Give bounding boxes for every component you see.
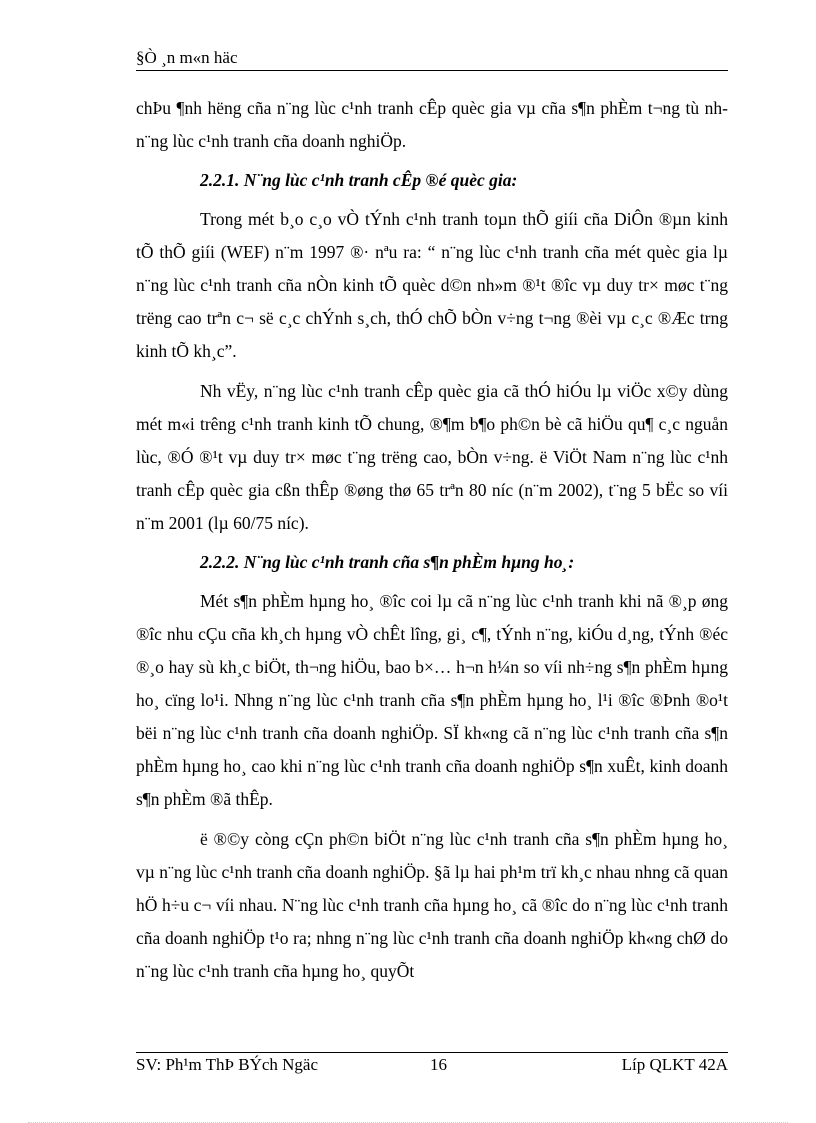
- paragraph-distinction: ë ®©y còng cÇn ph©n biÖt n¨ng lùc c¹nh tranh cña s¶n phÈm hµng ho¸ vµ n¨ng lùc c¹nh tranh cña doanh nghiÖp. §ã lµ hai ph¹m trï kh¸c nhau nhng cã quan hÖ h÷u c¬ víi nhau. N¨ng lùc c¹nh tranh cña hµng ho¸ cã ®îc do n¨ng lùc c¹nh tranh cña doanh nghiÖp t¹o ra; nhng n¨ng lùc c¹nh tranh cña doanh nghiÖp kh«ng chØ do n¨ng lùc c¹nh tranh cña hµng ho¸ quyÕt: [136, 829, 728, 981]
- footer-rule: [136, 1052, 728, 1053]
- paragraph-national-competitiveness: Nh vËy, n¨ng lùc c¹nh tranh cÊp quèc gia cã thÓ hiÓu lµ viÖc x©y dùng mét m«i trêng c¹nh tranh kinh tÕ chung, ®¶m b¶o ph©n bè cã hiÖu qu¶ c¸c nguån lùc, ®Ó ®¹t vµ duy tr× møc t¨ng trëng cao, bÒn v÷ng. ë ViÖt Nam n¨ng lùc c¹nh tranh cÊp quèc gia cßn thÊp ®øng thø 65 trªn 80 níc (n¨m 2002), t¨ng 5 bËc so víi n¨m 2001 (lµ 60/75 níc).: [136, 381, 728, 533]
- section-heading-2-2-1: 2.2.1. N¨ng lùc c¹nh tranh cÊp ®é quèc gia:: [200, 170, 518, 190]
- section-heading-2-2-2: 2.2.2. N¨ng lùc c¹nh tranh cña s¶n phÈm hµng ho¸:: [200, 552, 575, 572]
- page-number: 16: [430, 1055, 447, 1074]
- header-rule: [136, 70, 728, 71]
- footer-class: Líp QLKT 42A: [621, 1055, 728, 1074]
- page-body: [136, 92, 728, 988]
- paragraph-continuation: chÞu ¶nh hëng cña n¨ng lùc c¹nh tranh cÊp quèc gia vµ cña s¶n phÈm t¬ng tù nh n¨ng lùc c¹nh tranh cña doanh nghiÖp.: [136, 98, 728, 151]
- paragraph-product-competitiveness: Mét s¶n phÈm hµng ho¸ ®îc coi lµ cã n¨ng lùc c¹nh tranh khi nã ®¸p øng ®îc nhu cÇu cña kh¸ch hµng vÒ chÊt lîng, gi¸ c¶, tÝnh n¨ng, kiÓu d¸ng, tÝnh ®éc ®¸o hay sù kh¸c biÖt, th¬ng hiÖu, bao b×… h¬n h¼n so víi nh÷ng s¶n phÈm hµng ho¸ cïng lo¹i. Nhng n¨ng lùc c¹nh tranh cña s¶n phÈm hµng ho¸ l¹i ®îc ®Þnh ®o¹t bëi n¨ng lùc c¹nh tranh cña doanh nghiÖp. SÏ kh«ng cã n¨ng lùc c¹nh tranh cña s¶n phÈm hµng ho¸ cao khi n¨ng lùc c¹nh tranh cña doanh nghiÖp s¶n xuÊt, kinh doanh s¶n phÈm ®ã thÊp.: [136, 591, 728, 809]
- footer-student: SV: Ph¹m ThÞ BÝch Ngäc: [136, 1055, 319, 1074]
- paragraph-wef: Trong mét b¸o c¸o vÒ tÝnh c¹nh tranh toµn thÕ giíi cña DiÔn ®µn kinh tÕ thÕ giíi (WEF) n¨m 1997 ®· nªu ra: “ n¨ng lùc c¹nh tranh cña mét quèc gia lµ n¨ng lùc c¹nh tranh cña nÒn kinh tÕ quèc d©n nh»m ®¹t ®îc vµ duy tr× møc t¨ng trëng cao trªn c¬ së c¸c chÝnh s¸ch, thÓ chÕ bÒn v÷ng t¬ng ®èi vµ c¸c ®Æc trng kinh tÕ kh¸c”.: [136, 209, 728, 361]
- running-header: §Ò ¸n m«n häc: [136, 48, 238, 67]
